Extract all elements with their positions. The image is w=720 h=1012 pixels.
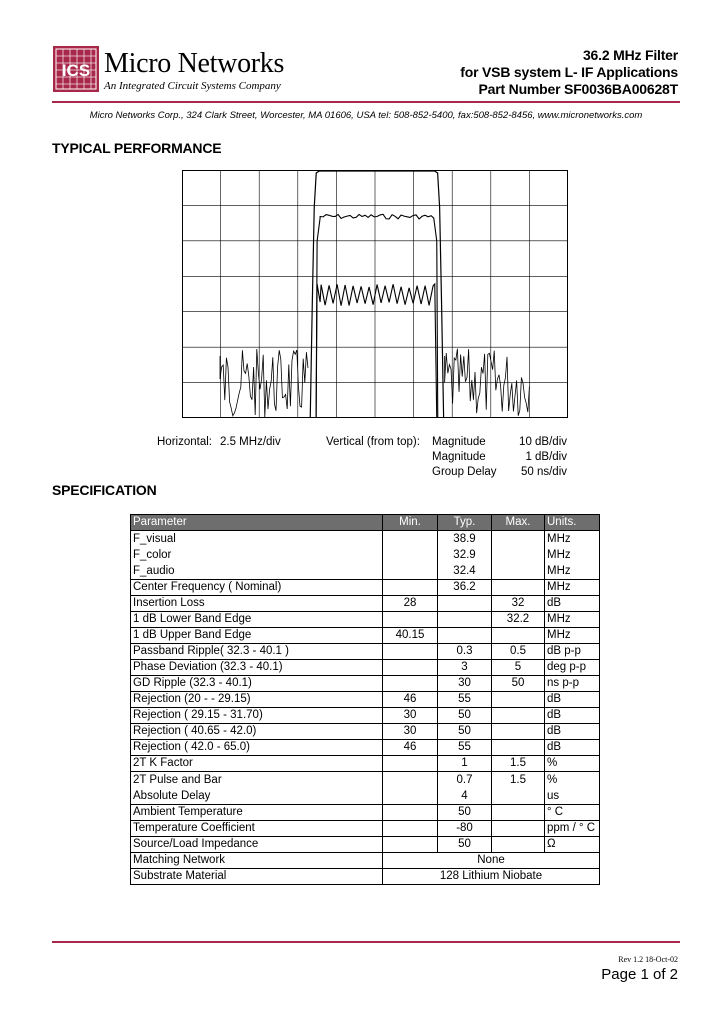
param-cell [131,580,383,596]
param-cell-text: Matching Network [133,854,226,866]
min-cell [383,724,438,740]
max-cell-text [494,740,542,755]
company-logo [53,46,99,92]
param-cell-text: F_visual [133,533,176,545]
typ-cell-text: 50 [458,725,471,737]
table-row [131,772,600,805]
footer-divider [52,941,680,943]
performance-plot [182,170,568,418]
column-header: Min. [383,515,438,531]
typ-cell-text: 3 [461,661,468,673]
typ-cell [438,628,492,644]
table-header-row [131,515,600,531]
max-cell [492,772,545,805]
table-row [131,837,600,853]
typ-cell-text: 32.4 [453,565,476,577]
unit-cell [545,740,600,756]
unit-cell [545,596,600,612]
max-cell-text: 1.5 [510,774,526,786]
unit-cell [545,660,600,676]
param-cell-text: 1 dB Lower Band Edge [133,613,252,625]
horizontal-scale: 2.5 MHz/div [220,436,281,448]
typ-cell-text [440,612,489,627]
typ-cell [438,837,492,853]
typ-cell-text: 50 [458,838,471,850]
max-cell-text [494,708,542,723]
max-cell [492,837,545,853]
min-cell [383,644,438,660]
unit-cell-text: dB [547,597,562,609]
min-cell [383,596,438,612]
typ-cell-text: 55 [458,741,471,753]
param-cell [131,596,383,612]
typ-cell-text: 0.7 [456,774,473,786]
typ-cell [438,612,492,628]
typ-cell-text: 0.3 [456,645,473,657]
unit-cell [545,644,600,660]
typ-cell [438,580,492,596]
unit-cell-text: deg p-p [547,661,587,673]
unit-cell [545,772,600,805]
param-cell-text: 2T K Factor [133,757,193,769]
table-row [131,708,600,724]
typ-cell [438,740,492,756]
unit-cell-text: dB p-p [547,645,581,657]
typ-cell-text: 32.9 [453,549,476,561]
document-title-line: 36.2 MHz Filter [582,47,678,63]
max-cell [492,756,545,772]
max-cell-text: 32.2 [506,613,530,625]
unit-cell [545,756,600,772]
param-cell [131,756,383,772]
unit-cell-text: ns p-p [547,677,579,689]
param-cell-text: Passband Ripple( 32.3 - 40.1 ) [133,645,289,657]
unit-cell-text: ppm / ° C [547,822,596,834]
unit-cell-text: Ω [547,838,556,850]
param-cell-text: Rejection ( 40.65 - 42.0) [133,725,257,737]
document-title-line: for VSB system L- IF Applications [460,64,678,80]
typ-cell [438,756,492,772]
svg-text:ICS: ICS [61,61,91,80]
table-row [131,821,600,837]
table-row [131,644,600,660]
column-header: Max. [492,515,545,531]
typ-cell-text: 1 [461,757,468,769]
param-cell [131,531,383,580]
max-cell [492,660,545,676]
max-cell [492,628,545,644]
unit-cell-text: MHz [547,613,571,625]
param-cell-text: F_audio [133,565,175,577]
param-cell-text: Temperature Coefficient [133,822,255,834]
min-cell-text: 30 [403,709,417,721]
min-cell-text [385,660,435,675]
param-cell [131,660,383,676]
typ-cell-text: 38.9 [453,533,476,545]
min-cell-text: 46 [403,693,417,705]
value-cell [383,853,600,869]
min-cell-text [385,756,435,771]
typ-cell-text: 4 [461,790,468,802]
max-cell-text [494,837,542,852]
typ-cell-text: -80 [456,822,473,834]
max-cell [492,692,545,708]
max-cell [492,724,545,740]
trace-group-delay [316,284,437,418]
max-cell-text: 1.5 [510,757,526,769]
unit-cell [545,580,600,596]
table-row [131,692,600,708]
max-cell [492,531,545,580]
company-tagline: An Integrated Circuit Systems Company [104,80,281,92]
max-cell [492,596,545,612]
unit-cell [545,724,600,740]
typ-cell [438,644,492,660]
typ-cell [438,676,492,692]
param-cell [131,644,383,660]
page-number: Page 1 of 2 [601,966,678,983]
unit-cell-text: % [547,757,558,769]
min-cell [383,805,438,821]
min-cell [383,692,438,708]
unit-cell-text: MHz [547,629,571,641]
max-cell [492,805,545,821]
min-cell [383,580,438,596]
min-cell [383,772,438,805]
table-row [131,660,600,676]
typ-cell [438,772,492,805]
unit-cell [545,692,600,708]
unit-cell [545,531,600,580]
max-cell-text [494,805,542,820]
min-cell-text [385,644,435,659]
min-cell-text: 46 [403,741,417,753]
value-cell-text: 128 Lithium Niobate [439,870,543,882]
unit-cell-text: dB [547,693,562,705]
min-cell [383,708,438,724]
max-cell [492,821,545,837]
part-number: Part Number SF0036BA00628T [478,81,678,97]
unit-cell-text: MHz [547,533,571,545]
param-cell [131,740,383,756]
min-cell [383,740,438,756]
typ-cell [438,531,492,580]
vertical-label: Vertical (from top): [326,436,420,448]
typ-cell [438,596,492,612]
param-cell [131,837,383,853]
unit-cell-text: ° C [547,806,564,818]
param-cell-text: Insertion Loss [133,597,205,609]
max-cell-text [494,628,542,643]
unit-cell-text: % [547,774,558,786]
min-cell-text [385,837,435,852]
vertical-trace-name: Magnitude [432,451,486,463]
typ-cell-text: 55 [458,693,471,705]
specification-table [130,514,600,885]
horizontal-label: Horizontal: [157,436,212,448]
specification-heading: SPECIFICATION [52,482,157,498]
vertical-trace-scale: 1 dB/div [525,451,567,463]
table-row [131,612,600,628]
param-cell [131,869,383,885]
unit-cell [545,628,600,644]
param-cell-text: 1 dB Upper Band Edge [133,629,252,641]
param-cell [131,724,383,740]
unit-cell [545,805,600,821]
table-row [131,628,600,644]
vertical-trace-scale: 10 dB/div [519,436,567,448]
unit-cell-text: MHz [547,581,571,593]
max-cell [492,740,545,756]
min-cell-text [385,821,435,836]
unit-cell-text: MHz [547,549,571,561]
unit-cell [545,821,600,837]
param-cell-text: Ambient Temperature [133,806,243,818]
unit-cell [545,708,600,724]
max-cell [492,708,545,724]
min-cell [383,628,438,644]
param-cell-text: GD Ripple (32.3 - 40.1) [133,677,252,689]
min-cell [383,756,438,772]
table-row [131,805,600,821]
min-cell-text [385,580,435,595]
param-cell-text: Rejection ( 29.15 - 31.70) [133,709,263,721]
min-cell [383,676,438,692]
max-cell-text: 50 [511,677,525,689]
typ-cell-text: 36.2 [453,581,476,593]
vertical-trace-name: Group Delay [432,466,497,478]
min-cell-text [385,612,435,627]
param-cell-text: Rejection ( 42.0 - 65.0) [133,741,250,753]
min-cell [383,612,438,628]
param-cell [131,676,383,692]
typ-cell [438,724,492,740]
param-cell-text: Substrate Material [133,870,227,882]
param-cell-text: Center Frequency ( Nominal) [133,581,282,593]
param-cell-text: Rejection (20 - - 29.15) [133,693,251,705]
typ-cell [438,708,492,724]
min-cell [383,660,438,676]
table-row [131,869,600,885]
table-row [131,756,600,772]
param-cell [131,612,383,628]
min-cell [383,837,438,853]
company-name: Micro Networks [104,48,285,79]
min-cell [383,821,438,837]
min-cell-text: 30 [403,725,417,737]
table-row [131,740,600,756]
typ-cell [438,692,492,708]
unit-cell-text: dB [547,709,562,721]
max-cell-text [494,692,542,707]
param-cell [131,805,383,821]
typ-cell [438,805,492,821]
header-divider [52,101,680,103]
typical-performance-heading: TYPICAL PERFORMANCE [52,140,222,156]
max-cell-text [494,788,542,803]
table-row [131,724,600,740]
max-cell-text [494,724,542,739]
typ-cell [438,660,492,676]
max-cell-text [494,821,542,836]
param-cell [131,628,383,644]
min-cell-text [385,676,435,691]
param-cell-text: 2T Pulse and Bar [133,774,222,786]
company-address: Micro Networks Corp., 324 Clark Street, Worcester, MA 01606, USA tel: 508-852-5400, fax:508-852-8456, www.micronetworks.com [89,110,643,121]
max-cell [492,612,545,628]
param-cell [131,708,383,724]
unit-cell [545,837,600,853]
typ-cell-text [440,628,489,643]
param-cell-text: Absolute Delay [133,790,211,802]
max-cell-text: 0.5 [510,645,526,657]
typ-cell-text [440,596,489,611]
vertical-trace-scale: 50 ns/div [520,466,567,478]
param-cell [131,692,383,708]
max-cell-text: 32 [511,597,525,609]
value-cell [383,869,600,885]
unit-cell [545,612,600,628]
unit-cell-text: dB [547,725,562,737]
param-cell-text: Phase Deviation (32.3 - 40.1) [133,661,283,673]
table-row [131,580,600,596]
param-cell-text: Source/Load Impedance [133,838,259,850]
column-header: Units. [545,515,600,531]
value-cell-text: None [477,854,505,866]
min-cell-text [385,805,435,820]
param-cell-text: F_color [133,549,172,561]
table-row [131,853,600,869]
max-cell-text [494,580,542,595]
typ-cell-text: 50 [458,806,471,818]
typ-cell [438,821,492,837]
typ-cell-text: 30 [458,677,471,689]
max-cell-text: 5 [514,661,522,673]
table-row [131,676,600,692]
min-cell-text: 40.15 [395,629,425,641]
trace-magnitude-1db [316,214,438,418]
max-cell [492,644,545,660]
unit-cell-text: MHz [547,565,571,577]
revision-label: Rev 1.2 18-Oct-02 [618,955,678,964]
unit-cell-text: us [547,790,560,802]
column-header: Parameter [131,515,383,531]
min-cell-text: 28 [403,597,417,609]
vertical-trace-name: Magnitude [432,436,486,448]
max-cell [492,676,545,692]
typ-cell-text: 50 [458,709,471,721]
unit-cell-text: dB [547,741,562,753]
param-cell [131,772,383,805]
column-header: Typ. [438,515,492,531]
unit-cell [545,676,600,692]
table-row [131,596,600,612]
table-row [131,531,600,580]
param-cell [131,853,383,869]
param-cell [131,821,383,837]
max-cell [492,580,545,596]
min-cell [383,531,438,580]
